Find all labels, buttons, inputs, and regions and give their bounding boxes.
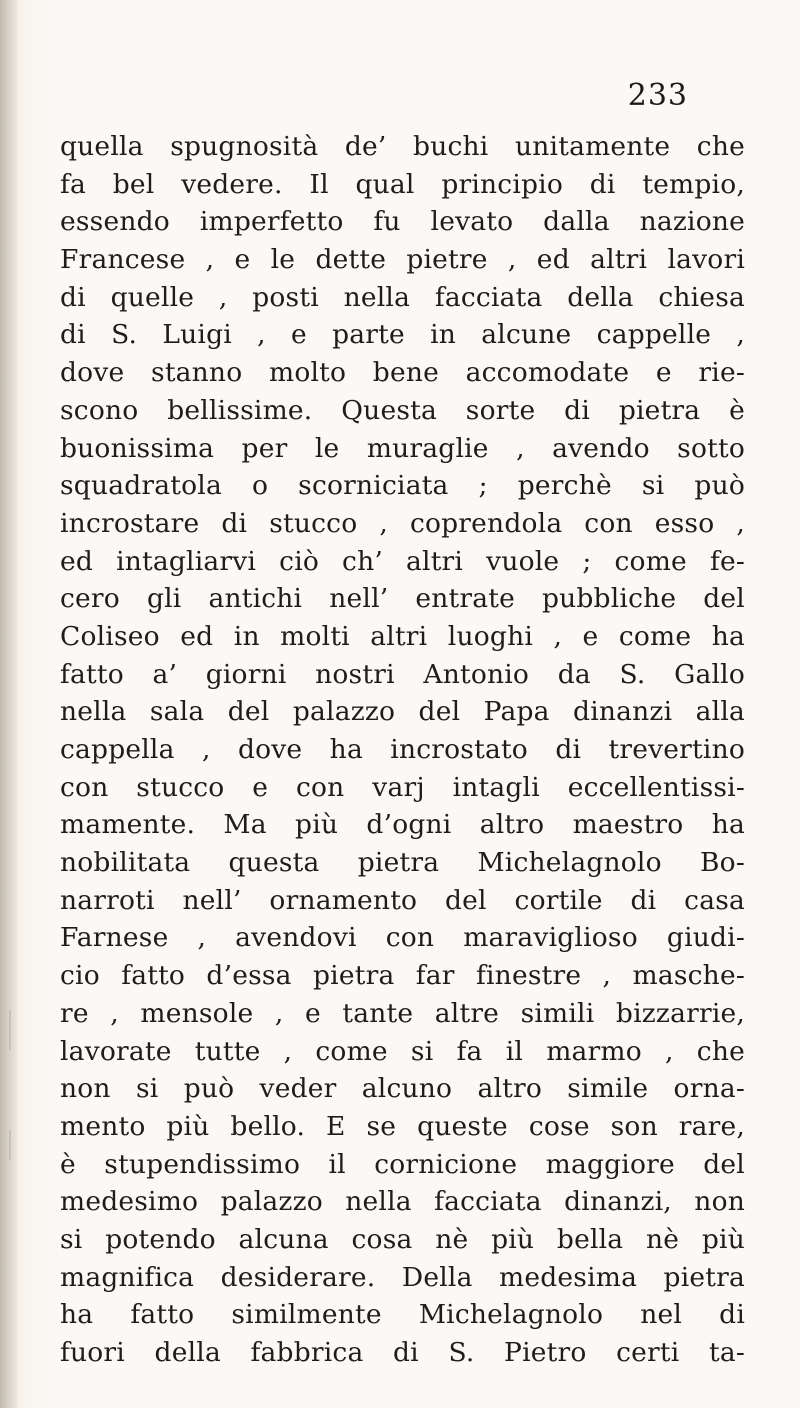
margin-mark [9,1130,11,1160]
text-line: di quelle , posti nella facciata della chiesa [60,281,745,313]
text-line: lavorate tutte , come si fa il marmo , che [60,1035,745,1067]
text-line: Farnese , avendovi con maraviglioso giudi- [60,922,745,954]
text-line: fatto a’ giorni nostri Antonio da S. Gallo [60,658,745,690]
text-line: cero gli antichi nell’ entrate pubbliche del [60,583,745,615]
text-line: magnifica desiderare. Della medesima pietra [60,1261,745,1293]
text-line: ed intagliarvi ciò ch’ altri vuole ; come fe- [60,545,745,577]
text-line: mamente. Ma più d’ogni altro maestro ha [60,809,745,841]
text-line: quella spugnosità de’ buchi unitamente che [60,131,745,162]
text-line: nobilitata questa pietra Michelagnolo Bo- [60,847,745,879]
text-line: narroti nell’ ornamento del cortile di casa [60,884,745,916]
text-line: non si può veder alcuno altro simile orna- [60,1073,745,1105]
text-line: fa bel vedere. Il qual principio di tempio, [60,168,745,200]
page-number: 233 [627,78,688,113]
text-line: cappella , dove ha incrostato di trevertino [60,734,745,765]
text-line: dove stanno molto bene accomodate e rie- [60,357,745,389]
text-line: fuori della fabbrica di S. Pietro certi ta- [60,1337,745,1368]
text-line: incrostare di stucco , coprendola con esso , [60,507,745,539]
text-line: essendo imperfetto fu levato dalla nazione [60,206,745,238]
text-line: buonissima per le muraglie , avendo sotto [60,432,745,464]
text-line: nella sala del palazzo del Papa dinanzi alla [60,696,745,728]
text-line: ha fatto similmente Michelagnolo nel di [60,1299,745,1331]
page-gutter-shadow [0,0,18,1408]
text-line: con stucco e con varj intagli eccellentissi- [60,771,745,803]
text-line: re , mensole , e tante altre simili bizzarrie, [60,997,745,1029]
text-line: si potendo alcuna cosa nè più bella nè più [60,1223,745,1255]
margin-mark [9,1010,11,1050]
text-line: di S. Luigi , e parte in alcune cappelle , [60,319,745,351]
text-line: mento più bello. E se queste cose son rare, [60,1110,745,1142]
text-line: è stupendissimo il cornicione maggiore del [60,1148,745,1180]
text-line: Francese , e le dette pietre , ed altri lavori [60,244,745,276]
text-line: scono bellissime. Questa sorte di pietra è [60,394,745,426]
body-text [60,128,745,1372]
text-line: Coliseo ed in molti altri luoghi , e come ha [60,620,745,652]
text-line: squadratola o scorniciata ; perchè si può [60,470,745,502]
text-line: cio fatto d’essa pietra far finestre , masche- [60,960,745,992]
text-line: medesimo palazzo nella facciata dinanzi, non [60,1186,745,1218]
